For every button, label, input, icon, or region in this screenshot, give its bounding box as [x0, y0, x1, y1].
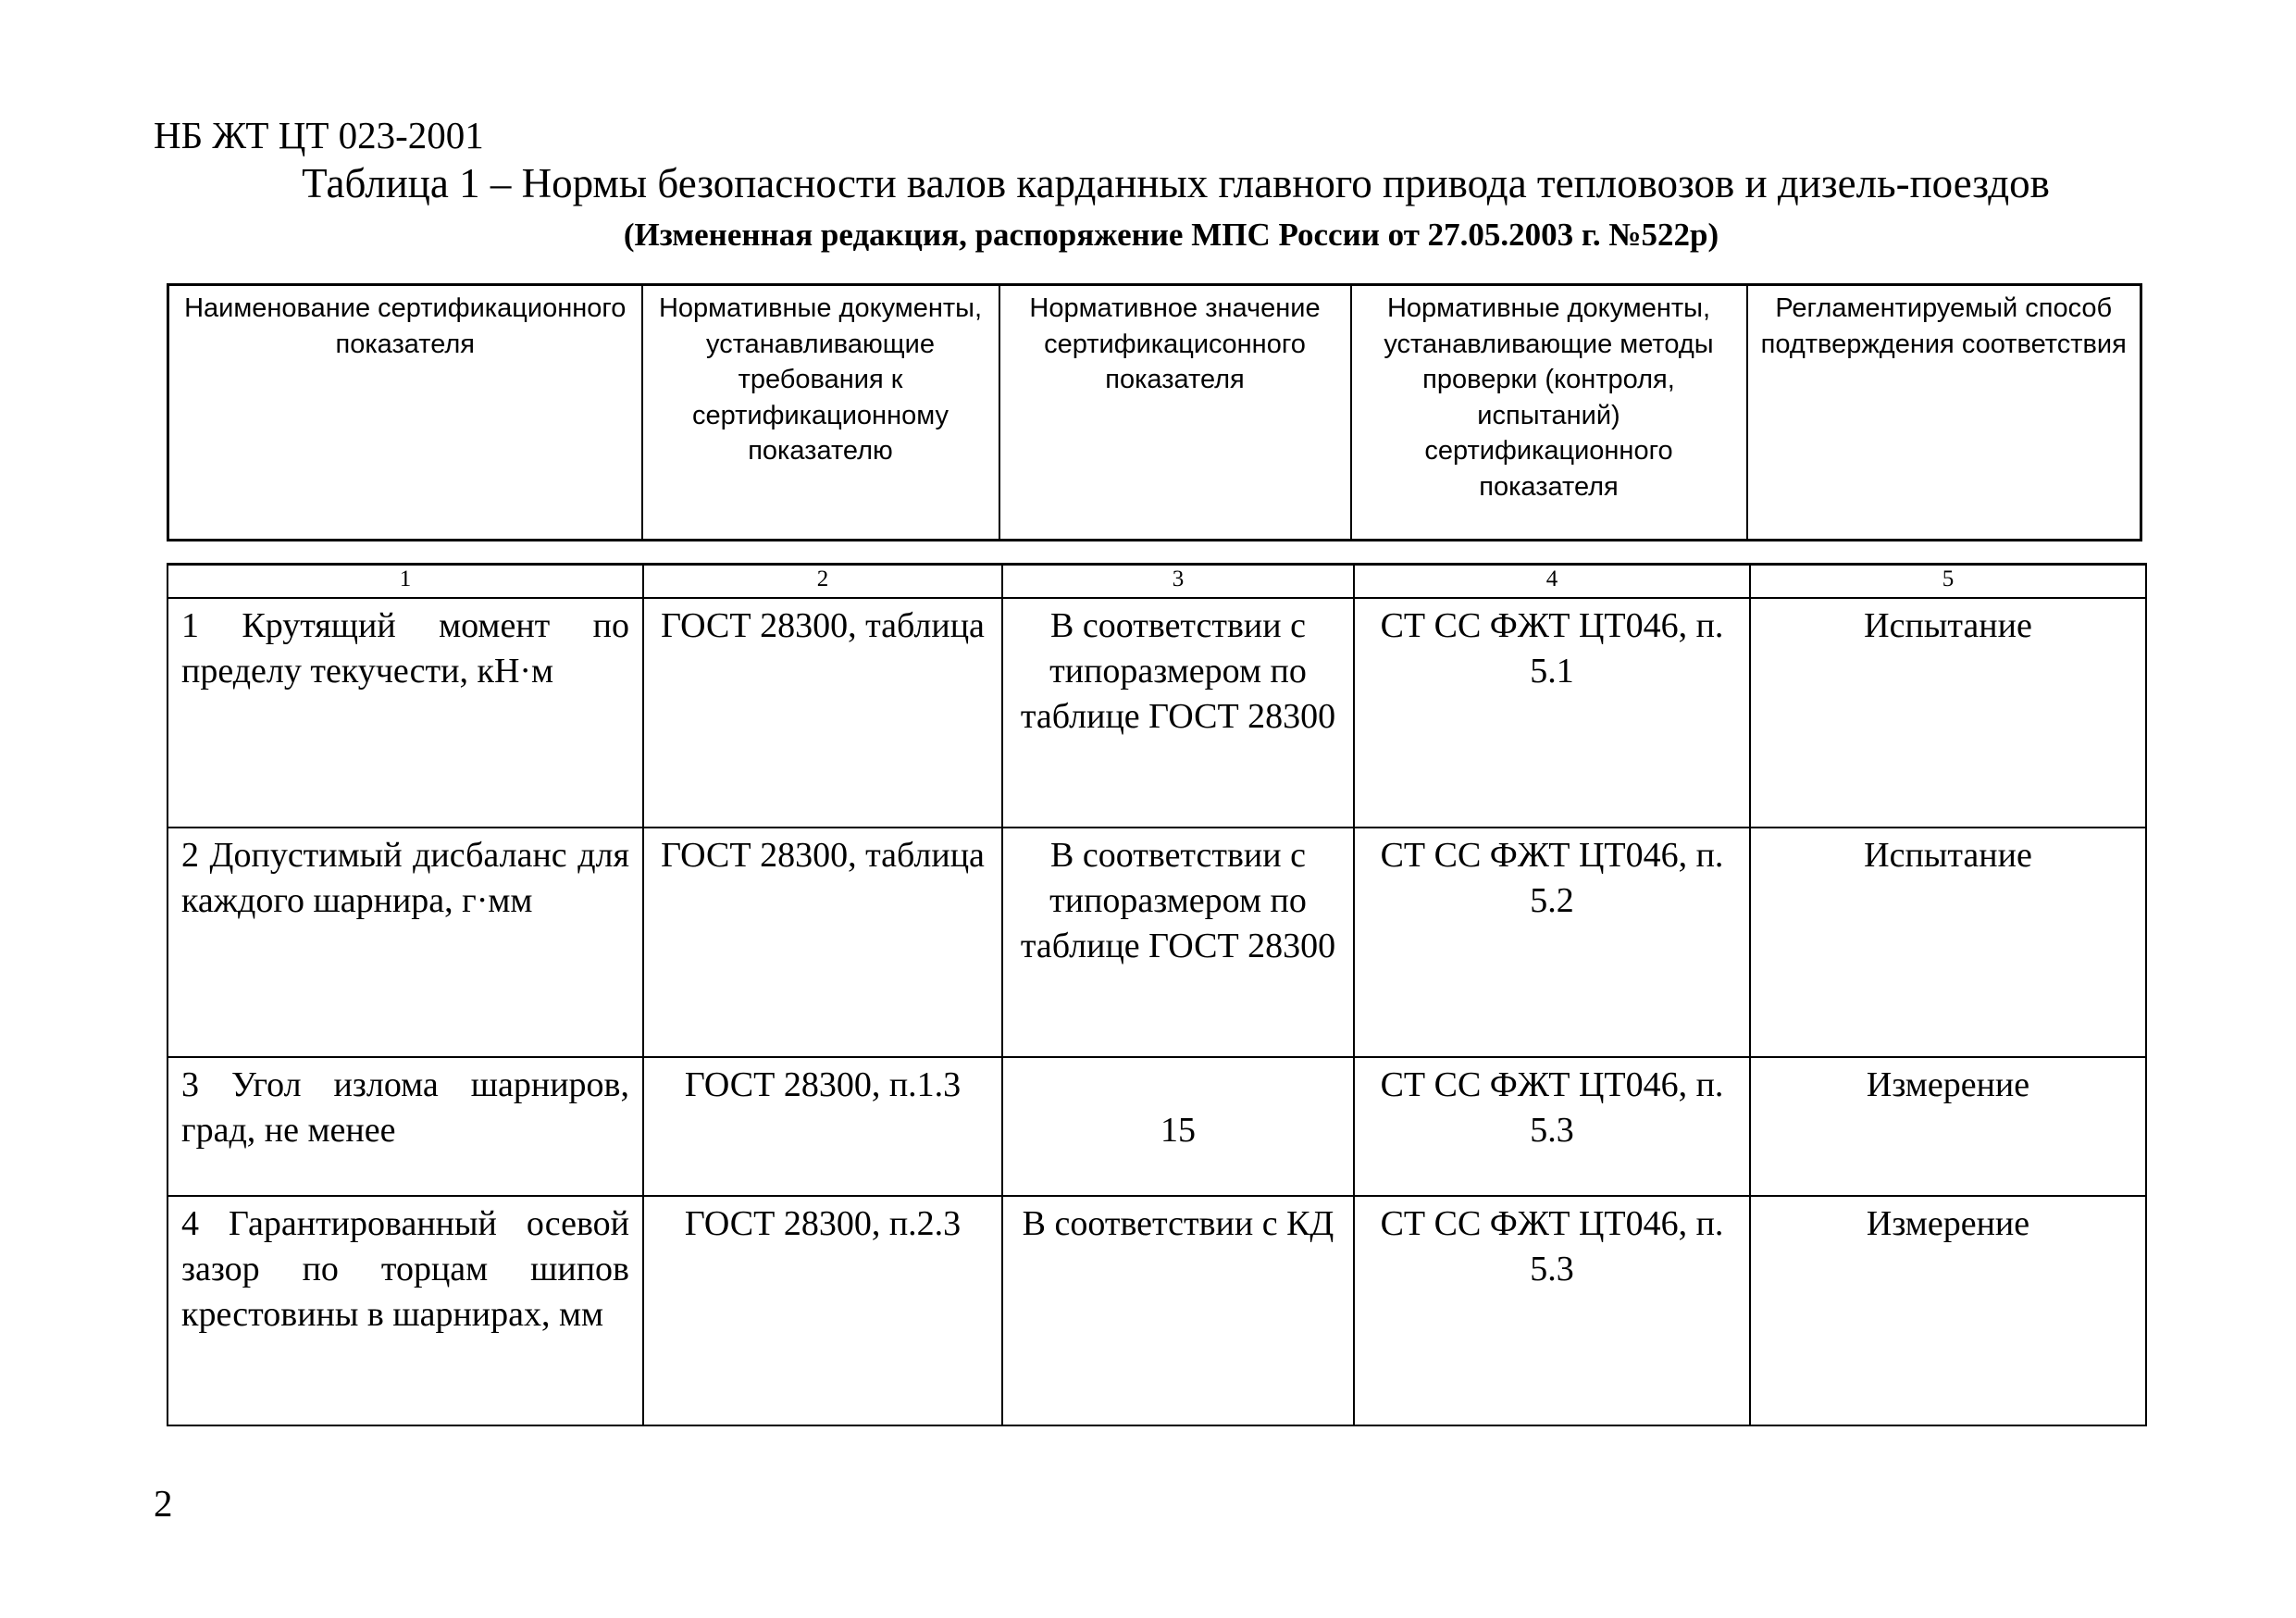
cell-requirements-doc: ГОСТ 28300, п.1.3	[643, 1057, 1002, 1196]
column-number: 4	[1354, 565, 1750, 598]
cell-confirmation: Измерение	[1750, 1196, 2146, 1425]
cell-normative-value: В соответствии с типоразмером по таблице ГОСТ 28300	[1002, 598, 1354, 828]
table-header	[167, 283, 2142, 541]
cell-normative-value	[1002, 1057, 1354, 1196]
cell-normative-value: В соответствии с КД	[1002, 1196, 1354, 1425]
column-number: 5	[1750, 565, 2146, 598]
document-code: НБ ЖТ ЦТ 023-2001	[154, 114, 484, 156]
cell-confirmation: Испытание	[1750, 828, 2146, 1057]
header-cell-normative-value: Нормативное значение сертификацисoнного показателя	[999, 285, 1351, 541]
header-cell-requirements-doc: Нормативные документы, устанавливающие требования к сертификационному показателю	[642, 285, 999, 541]
cell-requirements-doc: ГОСТ 28300, таблица	[643, 828, 1002, 1057]
table-subtitle: (Измененная редакция, распоряжение МПС России от 27.05.2003 г. №522р)	[623, 217, 1719, 253]
cell-name: 4 Гарантированный осевой зазор по торцам шипов крестовины в шарнирах, мм	[168, 1196, 643, 1425]
table-row	[168, 1196, 2146, 1425]
cell-normative-value-text: 15	[1160, 1110, 1196, 1150]
header-cell-test-methods-doc: Нормативные документы, устанавливающие методы проверки (контроля, испытаний) сертификационного показателя	[1351, 285, 1747, 541]
column-number: 3	[1002, 565, 1354, 598]
table-title: Таблица 1 – Нормы безопасности валов карданных главного привода тепловозов и дизель-поездов	[302, 160, 2050, 206]
column-number-row	[168, 565, 2146, 598]
column-number: 1	[168, 565, 643, 598]
table-row	[168, 598, 2146, 828]
table-body	[167, 563, 2147, 1426]
table-row	[168, 828, 2146, 1057]
cell-normative-value: В соответствии с типоразмером по таблице ГОСТ 28300	[1002, 828, 1354, 1057]
cell-name: 3 Угол излома шарниров, град, не менее	[168, 1057, 643, 1196]
cell-confirmation: Испытание	[1750, 598, 2146, 828]
cell-test-methods-doc: СТ СС ФЖТ ЦТ046, п. 5.3	[1354, 1057, 1750, 1196]
cell-test-methods-doc: СТ СС ФЖТ ЦТ046, п. 5.2	[1354, 828, 1750, 1057]
header-row	[168, 285, 2141, 541]
cell-requirements-doc: ГОСТ 28300, таблица	[643, 598, 1002, 828]
cell-test-methods-doc: СТ СС ФЖТ ЦТ046, п. 5.3	[1354, 1196, 1750, 1425]
cell-name: 1 Крутящий момент по пределу текучести, кН·м	[168, 598, 643, 828]
cell-test-methods-doc: СТ СС ФЖТ ЦТ046, п. 5.1	[1354, 598, 1750, 828]
table-row	[168, 1057, 2146, 1196]
cell-name: 2 Допустимый дисбаланс для каждого шарнира, г·мм	[168, 828, 643, 1057]
page-number: 2	[154, 1482, 173, 1525]
header-cell-name: Наименование сертификационного показателя	[168, 285, 642, 541]
column-number: 2	[643, 565, 1002, 598]
cell-confirmation: Измерение	[1750, 1057, 2146, 1196]
header-cell-confirmation: Регламентируемый способ подтверждения соответствия	[1747, 285, 2141, 541]
cell-requirements-doc: ГОСТ 28300, п.2.3	[643, 1196, 1002, 1425]
